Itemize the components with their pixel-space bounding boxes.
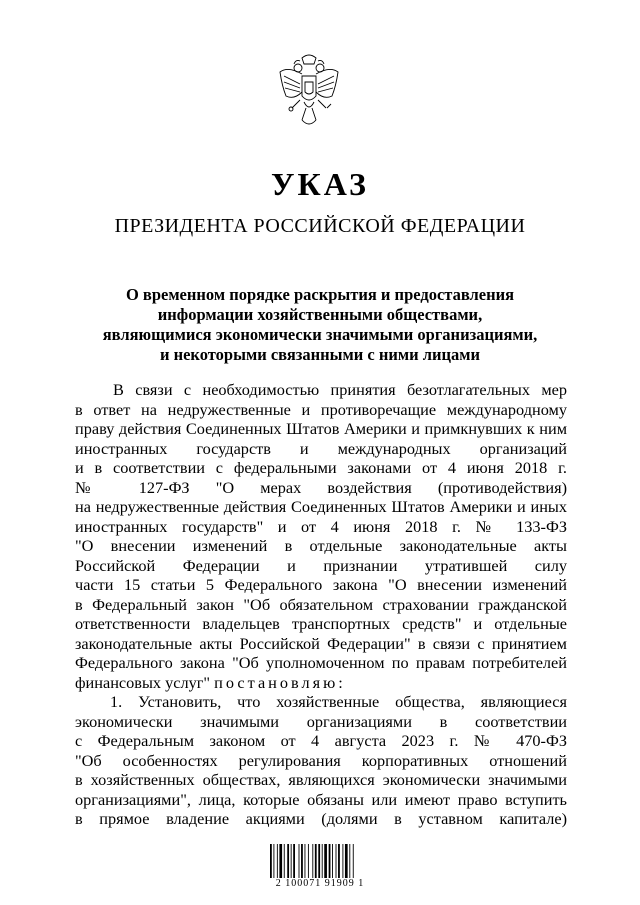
body-line: праву действия Соединенных Штатов Америки и примкнувших к ним bbox=[75, 419, 567, 438]
body-line: на недружественные действия Соединенных Штатов Америки и иных bbox=[75, 497, 567, 516]
body-line: иностранных государств и международных организаций bbox=[75, 438, 567, 458]
body-line: части 15 статьи 5 Федерального закона "О внесении изменений bbox=[75, 575, 567, 594]
clause-line: 1. Установить, что хозяйственные общества, являющиеся bbox=[110, 692, 567, 711]
body-line: ответственности владельцев транспортных средств" и отдельные bbox=[75, 614, 567, 633]
clause-line: в хозяйственных обществах, являющихся экономически значимыми bbox=[75, 770, 567, 789]
title-line: и некоторыми связанными с ними лицами bbox=[159, 345, 481, 364]
body-line: иностранных государств" и от 4 июня 2018 г. № 133-ФЗ bbox=[75, 516, 567, 536]
title-line: О временном порядке раскрытия и предоставления bbox=[125, 285, 515, 304]
body-line: Российской Федерации и признании утратившей силу bbox=[75, 555, 567, 575]
body-line: № 127-ФЗ "О мерах воздействия (противодействия) bbox=[75, 477, 567, 497]
body-line: и в соответствии с федеральными законами от 4 июня 2018 г. bbox=[75, 458, 567, 477]
title-line: информации хозяйственными обществами, bbox=[157, 305, 483, 324]
decree-word: постановляю: bbox=[214, 672, 346, 692]
body-line: в Федеральный закон "Об обязательном страховании гражданской bbox=[75, 594, 567, 614]
body-line-last bbox=[75, 673, 567, 693]
preamble-end: финансовых услуг" bbox=[75, 672, 211, 692]
decree-body bbox=[75, 380, 567, 829]
clause-line: с Федеральным законом от 4 августа 2023 г. № 470-ФЗ bbox=[75, 731, 567, 750]
title-line: являющимися экономически значимыми организациями, bbox=[102, 325, 538, 344]
body-line: законодательные акты Российской Федерации" в связи с принятием bbox=[75, 633, 567, 653]
body-line: в ответ на недружественные и противоречащие международному bbox=[75, 399, 567, 419]
document-type-heading: УКАЗ bbox=[271, 166, 369, 202]
clause-line: экономически значимыми организациями в соответствии bbox=[75, 711, 567, 731]
clause-line: "Об особенностях регулирования корпоративных отношений bbox=[75, 750, 567, 770]
body-line: В связи с необходимостью принятия безотлагательных мер bbox=[113, 380, 567, 399]
barcode-number: 2 100071 91909 1 bbox=[275, 878, 365, 889]
clause-line: организациями", лица, которые обязаны или имеют право вступить bbox=[75, 789, 567, 809]
body-line: "О внесении изменений в отдельные законодательные акты bbox=[75, 536, 567, 555]
issuer-heading: ПРЕЗИДЕНТА РОССИЙСКОЙ ФЕДЕРАЦИИ bbox=[114, 215, 526, 237]
decree-title bbox=[80, 285, 560, 365]
barcode-icon bbox=[268, 844, 368, 878]
body-line: Федерального закона "Об уполномоченном по правам потребителей bbox=[75, 653, 567, 672]
coat-of-arms-icon bbox=[278, 52, 340, 134]
clause-line: в прямое владение акциями (долями в уставном капитале) bbox=[75, 809, 567, 828]
